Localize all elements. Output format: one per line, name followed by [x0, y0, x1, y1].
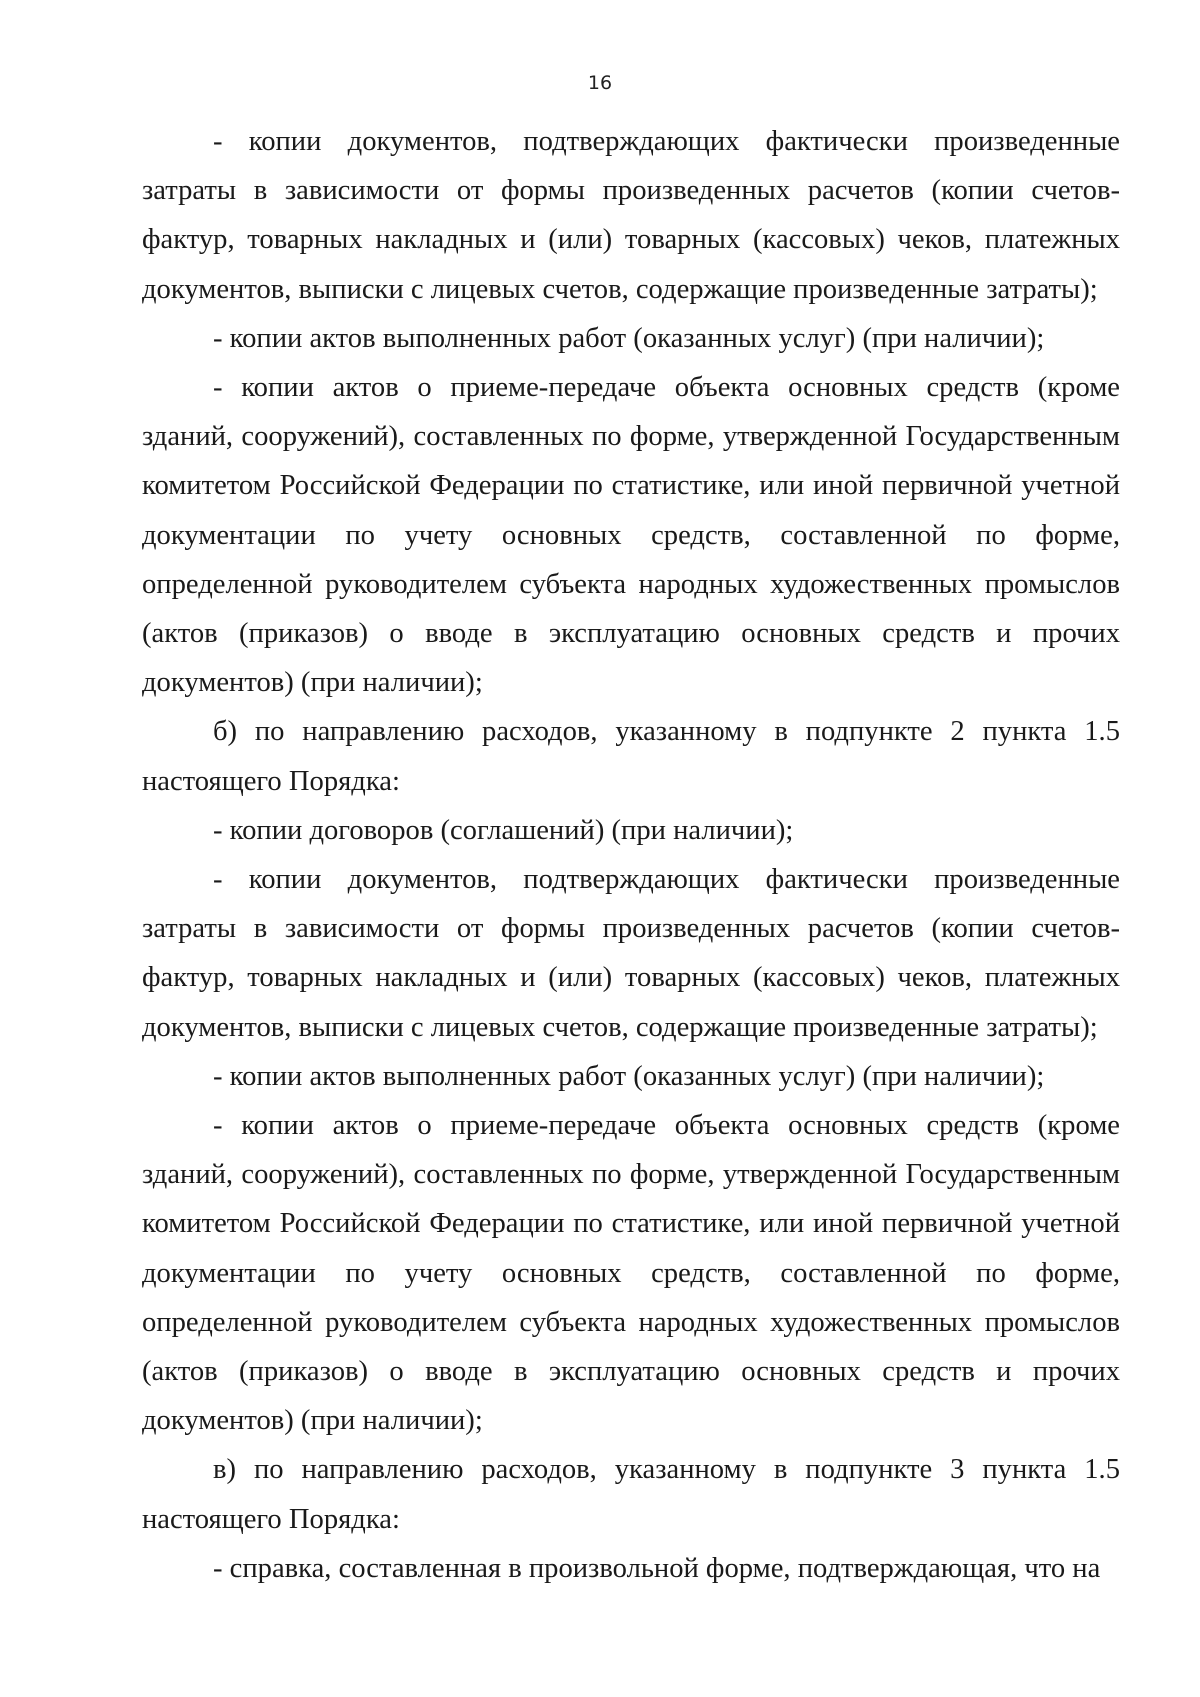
paragraph-subsection-b: б) по направлению расходов, указанному в подпункте 2 пункта 1.5 настоящего Порядка:: [142, 716, 1120, 797]
paragraph-certificate: - справка, составленная в произвольной форме, подтверждающая, что на: [213, 1552, 1101, 1584]
paragraph-work-acts: - копии актов выполненных работ (оказанных услуг) (при наличии);: [213, 322, 1045, 354]
paragraph-fixed-assets-acts: - копии актов о приеме-передаче объекта основных средств (кроме зданий, сооружений), составленных по форме, утвержденной Государственным комитетом Российской Федерации по статистике, или иной первичной учетной документации по учету основных средств, составленной по форме, определенной руководителем субъекта народных художественных промыслов (актов (приказов) о вводе в эксплуатацию основных средств и прочих документов) (при наличии);: [142, 372, 1120, 699]
paragraph-contracts: - копии договоров (соглашений) (при наличии);: [213, 814, 794, 846]
document-body: [142, 117, 1120, 1593]
paragraph-subsection-v: в) по направлению расходов, указанному в подпункте 3 пункта 1.5 настоящего Порядка:: [142, 1454, 1120, 1535]
paragraph-fixed-assets-acts: - копии актов о приеме-передаче объекта основных средств (кроме зданий, сооружений), составленных по форме, утвержденной Государственным комитетом Российской Федерации по статистике, или иной первичной учетной документации по учету основных средств, составленной по форме, определенной руководителем субъекта народных художественных промыслов (актов (приказов) о вводе в эксплуатацию основных средств и прочих документов) (при наличии);: [142, 1110, 1120, 1437]
page-number: 16: [587, 72, 613, 94]
paragraph-work-acts: - копии актов выполненных работ (оказанных услуг) (при наличии);: [213, 1060, 1045, 1092]
paragraph-cost-documents: - копии документов, подтверждающих фактически произведенные затраты в зависимости от формы произведенных расчетов (копии счетов-фактур, товарных накладных и (или) товарных (кассовых) чеков, платежных документов, выписки с лицевых счетов, содержащие произведенные затраты);: [142, 864, 1120, 1043]
paragraph-cost-documents: - копии документов, подтверждающих фактически произведенные затраты в зависимости от формы произведенных расчетов (копии счетов-фактур, товарных накладных и (или) товарных (кассовых) чеков, платежных документов, выписки с лицевых счетов, содержащие произведенные затраты);: [142, 126, 1120, 305]
